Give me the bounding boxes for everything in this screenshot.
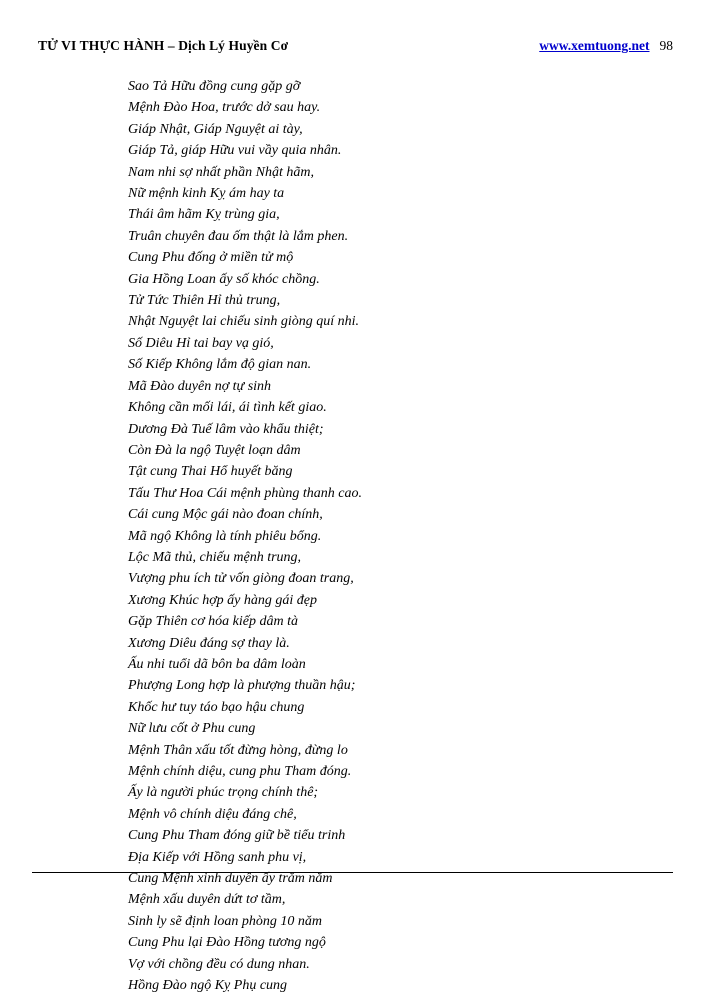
- poem-line: Xương Khúc hợp ấy hàng gái đẹp: [128, 592, 317, 608]
- poem-line: Nam nhi sợ nhất phần Nhật hãm,: [128, 164, 314, 180]
- website-link[interactable]: www.xemtuong.net: [539, 38, 650, 53]
- poem-line: Vợ với chồng đều có dung nhan.: [128, 956, 310, 972]
- poem-line: Cung Phu Tham đóng giữ bề tiểu trinh: [128, 828, 346, 844]
- poem-line: Gia Hồng Loan ấy số khóc chồng.: [128, 271, 320, 287]
- poem-line: Không cần mối lái, ái tình kết giao.: [128, 400, 327, 416]
- poem-body: [128, 76, 665, 996]
- poem-line: Dương Đà Tuế lâm vào khẩu thiệt;: [128, 421, 324, 437]
- header-right-group: [539, 38, 673, 54]
- poem-line: Địa Kiếp với Hồng sanh phu vị,: [128, 849, 307, 865]
- poem-line: Cung Phu đống ở miền tử mộ: [128, 250, 294, 266]
- poem-line: Thái âm hãm Kỵ trùng gia,: [128, 207, 280, 223]
- poem-line: Tử Tức Thiên Hỉ thủ trung,: [128, 293, 281, 309]
- poem-line: Xương Diêu đáng sợ thay là.: [128, 635, 290, 651]
- poem-line: Gặp Thiên cơ hóa kiếp dâm tà: [128, 614, 299, 630]
- poem-line: Sao Tả Hữu đồng cung gặp gỡ: [128, 79, 301, 94]
- poem-line: Mệnh chính diệu, cung phu Tham đóng.: [128, 764, 352, 779]
- poem-line: Nữ lưu cốt ở Phu cung: [128, 721, 256, 737]
- poem-line: Mệnh xấu duyên dứt tơ tầm,: [128, 892, 286, 908]
- poem-line: Mệnh vô chính diệu đáng chê,: [128, 806, 297, 822]
- poem-line: Số Diêu Hỉ tai bay vạ gió,: [128, 335, 274, 351]
- poem-line: Mã ngộ Không là tính phiêu bổng.: [128, 528, 322, 544]
- poem-line: Vượng phu ích tử vốn giòng đoan trang,: [128, 571, 354, 587]
- poem-line: Cung Mệnh xinh duyên ấy trăm năm: [128, 871, 333, 887]
- poem-line: Ấu nhi tuổi dã bôn ba dâm loàn: [128, 656, 306, 672]
- poem-line: Giáp Tả, giáp Hữu vui vầy quia nhân.: [128, 143, 342, 159]
- page-number: 98: [659, 38, 673, 53]
- poem-line: Cái cung Mộc gái nào đoan chính,: [128, 507, 323, 523]
- poem-line: Lộc Mã thủ, chiếu mệnh trung,: [128, 549, 302, 565]
- footer-divider: [32, 872, 673, 873]
- poem-line: Cung Phu lại Đào Hồng tương ngộ: [128, 935, 326, 951]
- poem-line: Phượng Long hợp là phượng thuần hậu;: [128, 678, 356, 694]
- poem-line: Mã Đào duyên nợ tự sinh: [128, 378, 272, 394]
- poem-line: Truân chuyên đau ốm thật là lắm phen.: [128, 228, 349, 244]
- poem-line: Số Kiếp Không lắm độ gian nan.: [128, 357, 312, 373]
- poem-line: Tấu Thư Hoa Cái mệnh phùng thanh cao.: [128, 485, 362, 501]
- page-header: [38, 38, 673, 54]
- poem-line: Ấy là người phúc trọng chính thê;: [128, 785, 319, 801]
- poem-line: Mệnh Thân xấu tốt đừng hòng, đừng lo: [128, 742, 348, 758]
- poem-line: Nữ mệnh kinh Kỵ ám hay ta: [128, 186, 285, 202]
- poem-line: Nhật Nguyệt lai chiếu sinh giòng quí nhi.: [128, 314, 359, 330]
- poem-line: Còn Đà la ngộ Tuyệt loạn dâm: [128, 442, 301, 458]
- poem-line: Mệnh Đào Hoa, trước dở sau hay.: [128, 100, 321, 116]
- poem-line: Giáp Nhật, Giáp Nguyệt ai tày,: [128, 121, 303, 137]
- poem-line: Hồng Đào ngộ Kỵ Phụ cung: [128, 978, 288, 994]
- document-title: TỬ VI THỰC HÀNH – Dịch Lý Huyền Cơ: [38, 38, 289, 53]
- poem-line: Tật cung Thai Hổ huyết băng: [128, 464, 293, 480]
- poem-line: Khốc hư tuy táo bạo hậu chung: [128, 699, 305, 715]
- poem-line: Sinh ly sẽ định loan phòng 10 năm: [128, 913, 323, 929]
